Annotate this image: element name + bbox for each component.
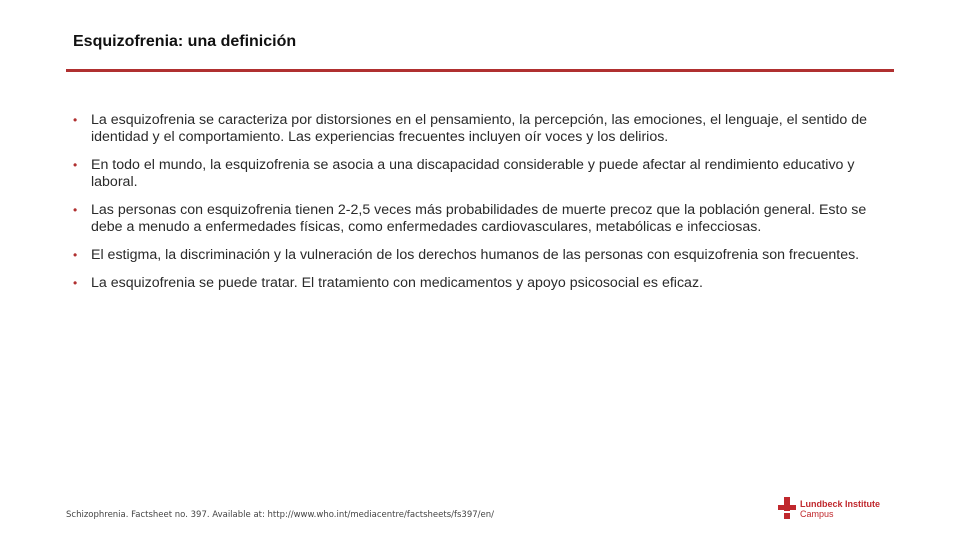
bullet-text: En todo el mundo, la esquizofrenia se asocia a una discapacidad considerable y puede afectar al rendimiento educativo y laboral. bbox=[91, 157, 855, 190]
footnote-citation: Schizophrenia. Factsheet no. 397. Available at: http://www.who.int/mediacentre/factsheets/fs397/en/ bbox=[66, 510, 494, 520]
bullet-text: La esquizofrenia se caracteriza por distorsiones en el pensamiento, la percepción, las emociones, el lenguaje, el sentido de identidad y el comportamiento. Las experiencias frecuentes incluyen oír voces y los delirios. bbox=[91, 112, 868, 145]
bullet-icon: • bbox=[73, 248, 78, 262]
bullet-icon: • bbox=[73, 276, 78, 290]
bullet-item bbox=[70, 157, 900, 191]
bullet-item bbox=[70, 112, 900, 146]
bullet-text: La esquizofrenia se puede tratar. El tratamiento con medicamentos y apoyo psicosocial es eficaz. bbox=[91, 275, 703, 291]
bullet-item bbox=[70, 202, 900, 236]
bullet-text: El estigma, la discriminación y la vulneración de los derechos humanos de las personas con esquizofrenia son frecuentes. bbox=[91, 247, 860, 263]
slide-title: Esquizofrenia: una definición bbox=[73, 33, 297, 50]
bullet-item bbox=[70, 275, 900, 292]
lundbeck-logo bbox=[778, 497, 908, 523]
bullet-list bbox=[70, 112, 900, 303]
title-divider bbox=[66, 69, 894, 72]
lundbeck-logo-icon bbox=[778, 497, 796, 519]
logo-line-1: Lundbeck Institute bbox=[800, 499, 881, 509]
bullet-icon: • bbox=[73, 203, 78, 217]
bullet-icon: • bbox=[73, 158, 78, 172]
bullet-item bbox=[70, 247, 900, 264]
logo-line-2: Campus bbox=[800, 509, 834, 519]
bullet-text: Las personas con esquizofrenia tienen 2-2,5 veces más probabilidades de muerte precoz que la población general. Esto se debe a menudo a enfermedades físicas, como enfermedades cardiovasculares, metabólicas e infecciosas. bbox=[91, 202, 867, 235]
bullet-icon: • bbox=[73, 113, 78, 127]
